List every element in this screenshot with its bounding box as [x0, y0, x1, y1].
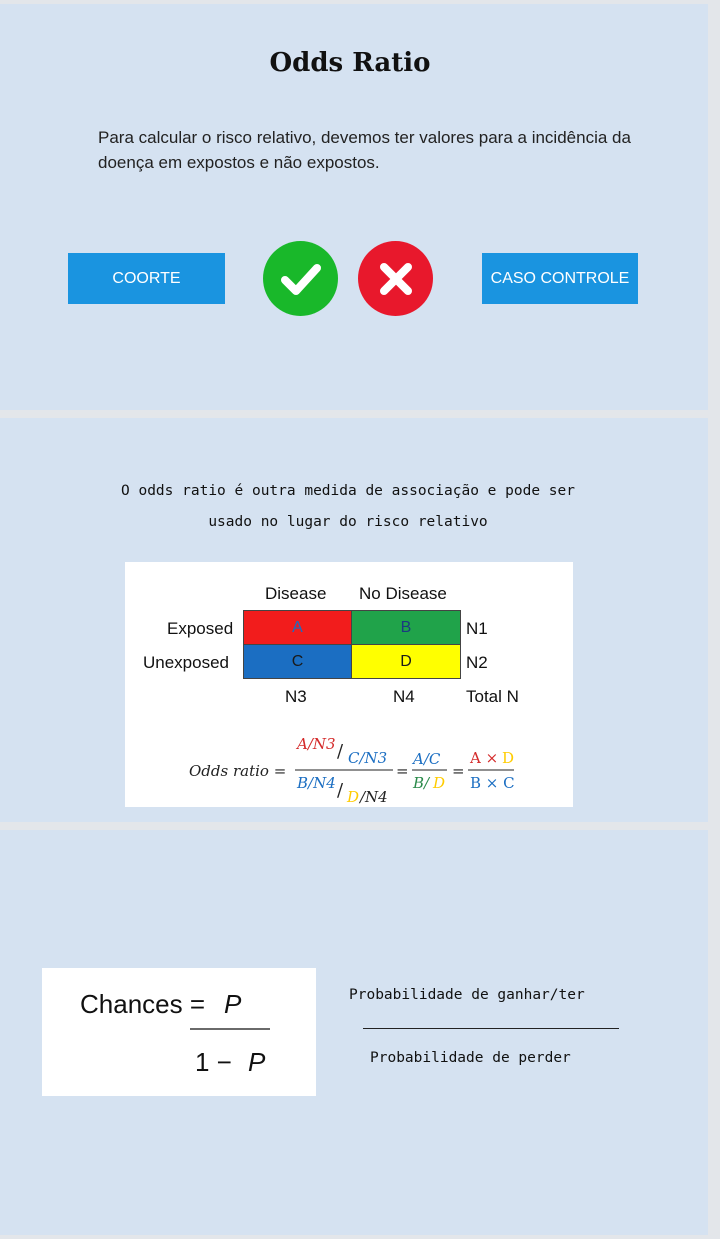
prob-win-text: Probabilidade de ganhar/ter	[349, 987, 585, 1003]
slash-bottom: /	[337, 780, 344, 801]
formula-eq-1: =	[396, 762, 409, 780]
page-title: Odds Ratio	[269, 48, 431, 78]
formula-a-c: A/C	[413, 750, 441, 768]
check-icon[interactable]	[263, 241, 338, 316]
odds-ratio-formula	[125, 730, 573, 810]
col-total-n3: N3	[285, 687, 307, 706]
slash-top: /	[337, 741, 344, 762]
col-header-no-disease: No Disease	[359, 584, 447, 603]
chances-p-2: P	[248, 1047, 266, 1077]
odds-ratio-statement	[0, 476, 696, 538]
formula-b: B/	[413, 774, 430, 792]
statement-line-2: usado no lugar do risco relativo	[208, 514, 488, 530]
formula-b-n4: B/N4	[297, 774, 336, 792]
row-header-unexposed: Unexposed	[143, 653, 230, 672]
chances-formula-figure	[42, 968, 316, 1096]
row-total-n1: N1	[466, 619, 488, 638]
caso-controle-button[interactable]: CASO CONTROLE	[482, 253, 638, 304]
prob-lose-text: Probabilidade de perder	[370, 1050, 571, 1066]
cross-glyph	[376, 259, 416, 299]
chances-p: P	[224, 989, 242, 1019]
cell-c: C	[243, 644, 352, 679]
formula-a-times: A ×	[470, 749, 499, 767]
chances-panel	[0, 830, 708, 1235]
formula-d: D	[433, 774, 446, 792]
row-header-exposed: Exposed	[167, 619, 234, 638]
intro-text: Para calcular o risco relativo, devemos ter valores para a incidência da doença em expostos e não expostos.	[98, 128, 631, 172]
contingency-table-figure	[125, 562, 573, 807]
fraction-divider	[363, 1028, 619, 1029]
col-total-n4: N4	[393, 687, 415, 706]
chances-label: Chances =	[80, 989, 206, 1019]
cross-icon[interactable]	[358, 241, 433, 316]
formula-d-2: D	[502, 749, 515, 767]
intro-panel	[0, 4, 708, 410]
formula-label: Odds ratio =	[189, 762, 287, 780]
formula-eq-2: =	[452, 762, 465, 780]
cell-d: D	[351, 644, 461, 679]
formula-a-n3: A/N3	[297, 735, 336, 753]
grand-total: Total N	[466, 687, 519, 706]
formula-b-times-c: B × C	[470, 774, 515, 792]
cell-a: A	[243, 610, 352, 645]
formula-d-letter: D	[347, 788, 360, 806]
odds-ratio-panel	[0, 418, 708, 822]
statement-line-1: O odds ratio é outra medida de associação e pode ser	[121, 483, 575, 499]
chances-formula	[42, 968, 316, 1096]
coorte-button[interactable]: COORTE	[68, 253, 225, 304]
formula-d-n4: /N4	[360, 788, 388, 806]
row-total-n2: N2	[466, 653, 488, 672]
one-minus: 1 −	[195, 1047, 232, 1077]
formula-c-n3: C/N3	[348, 749, 388, 767]
col-header-disease: Disease	[265, 584, 327, 603]
check-glyph	[278, 256, 324, 302]
cell-b: B	[351, 610, 461, 645]
